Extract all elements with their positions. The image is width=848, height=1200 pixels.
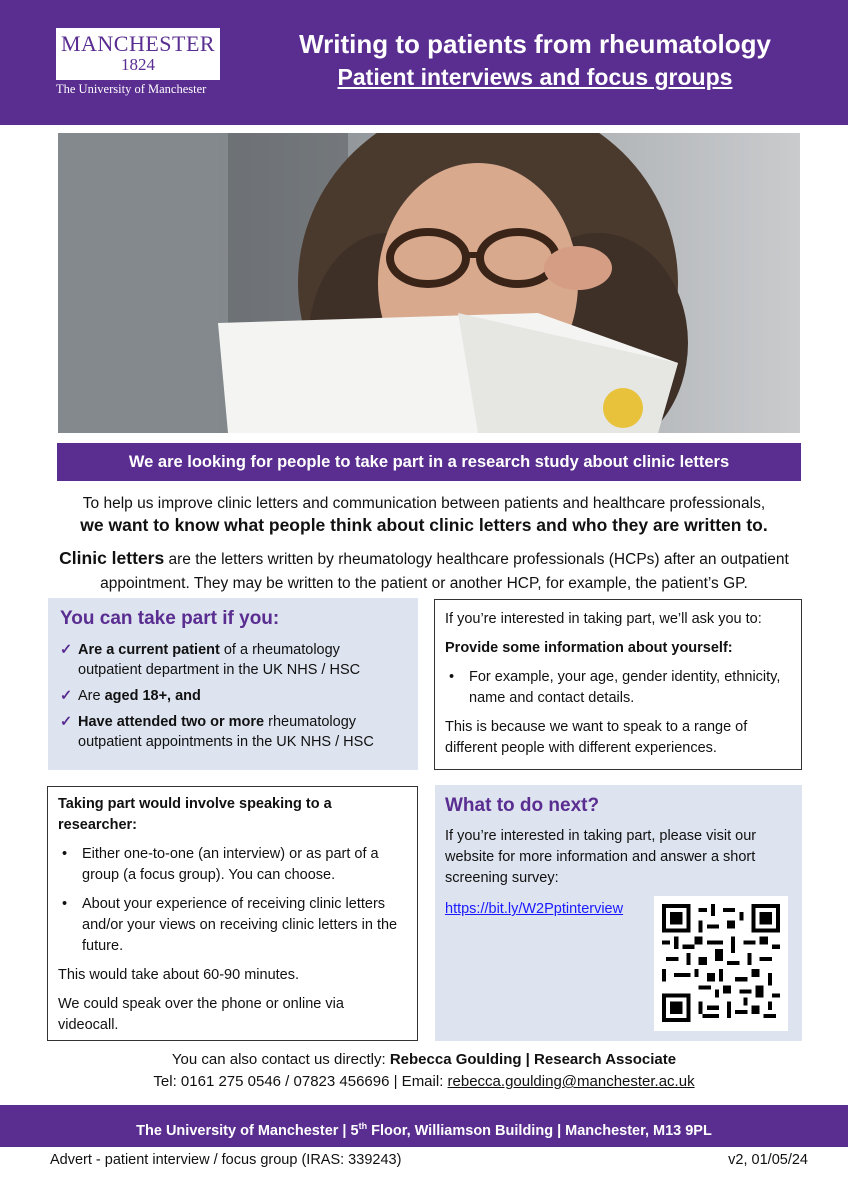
- eligibility-box: [48, 598, 418, 770]
- bullet-icon: •: [62, 846, 68, 862]
- involve-bullet-text: About your experience of receiving clinic letters and/or your views on receiving clinic letters in the future.: [82, 896, 398, 954]
- eligibility-item: [60, 686, 406, 706]
- involve-bullet: [58, 894, 407, 957]
- qr-code-icon: [662, 904, 780, 1022]
- study-banner: We are looking for people to take part in a research study about clinic letters: [57, 443, 801, 481]
- bullet-icon: •: [449, 669, 455, 685]
- eligibility-item: [60, 640, 406, 680]
- logo-subtitle: The University of Manchester: [56, 82, 207, 96]
- page-title: Writing to patients from rheumatology: [299, 29, 771, 59]
- eligibility-bold: aged 18+, and: [104, 688, 201, 704]
- eligibility-item: [60, 712, 406, 752]
- hero-photo: [58, 133, 800, 433]
- survey-link[interactable]: https://bit.ly/W2Pptinterview: [445, 901, 624, 917]
- page-subtitle: Patient interviews and focus groups: [337, 64, 733, 90]
- woman-reading-letter-illustration: [58, 133, 800, 433]
- ask-intro: If you’re interested in taking part, we’ll ask you to:: [445, 611, 762, 627]
- definition-text: are the letters written by rheumatology healthcare professionals (HCPs) after an outpatient appointment. They may be written to the patient or another HCP, for example, the patient’s GP.: [100, 551, 789, 592]
- footer-address-start: The University of Manchester | 5: [136, 1122, 359, 1139]
- check-icon: ✓: [60, 688, 73, 704]
- footer-superscript: th: [358, 1121, 368, 1131]
- intro-line-1: To help us improve clinic letters and communication between patients and healthcare professionals,: [82, 495, 766, 512]
- contact-details: [0, 1073, 848, 1090]
- involve-bullet-text: Either one-to-one (an interview) or as part of a group (a focus group). You can choose.: [82, 846, 379, 883]
- logo-name: MANCHESTER: [60, 31, 216, 56]
- involvement-box: [47, 786, 418, 1041]
- definition-term: Clinic letters: [59, 548, 165, 568]
- check-icon: ✓: [60, 642, 73, 658]
- advert-reference: Advert - patient interview / focus group (IRAS: 339243): [50, 1152, 402, 1168]
- contact-prefix: You can also contact us directly:: [171, 1051, 390, 1068]
- footer-address-end: Floor, Williamson Building | Manchester, M13 9PL: [367, 1122, 712, 1139]
- ask-reason: This is because we want to speak to a range of different people with different experiences.: [445, 719, 748, 756]
- intro-line-2: we want to know what people think about clinic letters and who they are written to.: [80, 515, 768, 535]
- contact-line: [0, 1051, 848, 1068]
- next-text: If you’re interested in taking part, please visit our website for more information and answer a short screening survey:: [445, 828, 757, 886]
- involve-bullet: [58, 844, 407, 886]
- eligibility-title: You can take part if you:: [60, 608, 280, 629]
- eligibility-text: rheumatology outpatient appointments in the UK NHS / HSC: [78, 714, 374, 750]
- ask-bullet-text: For example, your age, gender identity, ethnicity, name and contact details.: [469, 669, 781, 706]
- contact-person: Rebecca Goulding | Research Associate: [389, 1051, 677, 1068]
- check-icon: ✓: [60, 714, 73, 730]
- next-title: What to do next?: [445, 795, 600, 816]
- logo-year: 1824: [121, 55, 155, 74]
- involve-heading: Taking part would involve speaking to a researcher:: [58, 796, 332, 833]
- involve-duration: This would take about 60-90 minutes.: [58, 967, 299, 983]
- bullet-icon: •: [62, 896, 68, 912]
- contact-email-link[interactable]: rebecca.goulding@manchester.ac.uk: [447, 1073, 695, 1090]
- eligibility-text: Are: [78, 688, 105, 704]
- qr-code[interactable]: [654, 896, 788, 1031]
- header-bar: [0, 0, 848, 125]
- involve-mode: We could speak over the phone or online via videocall.: [58, 996, 344, 1033]
- version-label: v2, 01/05/24: [728, 1152, 808, 1168]
- information-request-box: [434, 599, 802, 770]
- ask-bullet: [445, 667, 791, 709]
- university-logo: [56, 28, 220, 80]
- contact-phone: Tel: 0161 275 0546 / 07823 456696 | Email:: [153, 1073, 448, 1090]
- eligibility-text: of a rheumatology outpatient department in the UK NHS / HSC: [78, 642, 361, 678]
- next-steps-box: [435, 785, 802, 1041]
- ask-heading: Provide some information about yourself:: [445, 640, 733, 656]
- clinic-letters-definition: [30, 546, 818, 596]
- eligibility-bold: Are a current patient: [78, 642, 220, 658]
- eligibility-bold: Have attended two or more: [78, 714, 265, 730]
- footer-address-bar: [0, 1105, 848, 1147]
